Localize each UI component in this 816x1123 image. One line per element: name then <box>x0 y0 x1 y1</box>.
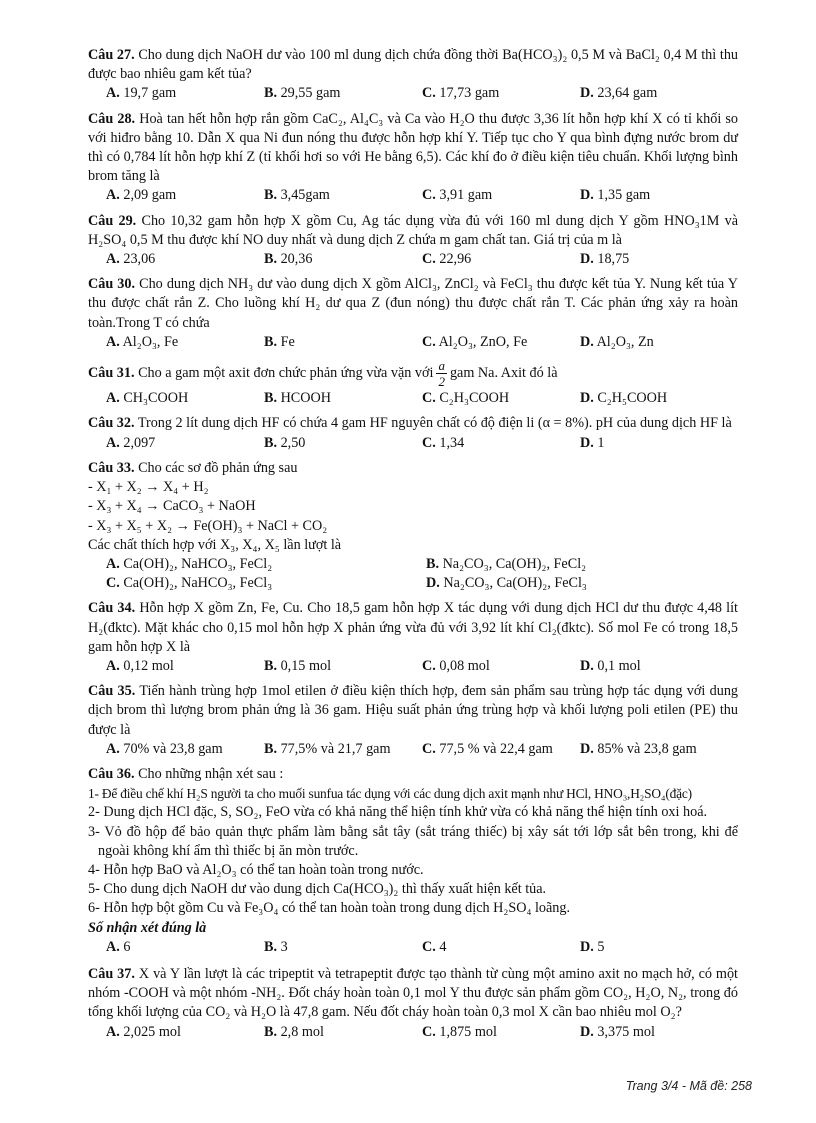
question-33 <box>88 459 738 593</box>
question-29 <box>88 212 738 270</box>
option-a[interactable]: A. 19,7 gam <box>106 85 177 102</box>
question-text: Tiến hành trùng hợp 1mol etilen ở điều kiện thích hợp, đem sản phẩm sau trùng hợp tác dụng với dung dịch brom thì lượng brom phản ứng là 36 gam. Hiệu suất phản ứng trùng hợp và khối lượng poli etilen (PE) thu được là <box>88 683 739 738</box>
options <box>88 740 738 759</box>
options <box>88 84 738 103</box>
option-a[interactable]: A. 6 <box>106 938 131 955</box>
option-a[interactable]: A. 2,025 mol <box>106 1023 181 1040</box>
option-a[interactable]: A. CH₃COOH <box>106 390 189 407</box>
statement-3: 3- Vỏ đồ hộp để bảo quản thực phẩm làm bằng sắt tây (sắt tráng thiếc) bị xây sát tới lớp sắt bên trong, khi để ngoài không khí ẩm thì thiếc bị ăn mòn trước. <box>88 823 738 859</box>
option-d[interactable]: D. Na₂CO₃, Ca(OH)₂, FeCl₃ <box>426 575 587 592</box>
question-34 <box>88 599 738 676</box>
option-b[interactable]: B. 77,5% và 21,7 gam <box>264 740 391 757</box>
options <box>88 186 738 205</box>
options <box>88 333 738 352</box>
reaction-line: - X₃ + X₅ + X₂ → Fe(OH)₃ + NaCl + CO₂ <box>88 517 328 534</box>
question-label: Câu 31. <box>88 365 135 382</box>
question-text: Cho a gam một axit đơn chức phản ứng vừa vặn với <box>138 365 434 382</box>
question-text: Cho các sơ đồ phản ứng sau <box>138 459 298 476</box>
option-b[interactable]: B. HCOOH <box>264 390 332 407</box>
question-31 <box>88 358 738 408</box>
question-27 <box>88 46 738 104</box>
statement-4: 4- Hỗn hợp BaO và Al₂O₃ có thể tan hoàn toàn trong nước. <box>88 861 424 878</box>
option-c[interactable]: C. 4 <box>422 938 447 955</box>
question-label: Câu 28. <box>88 110 136 127</box>
option-c[interactable]: C. 22,96 <box>422 251 472 268</box>
statement-2: 2- Dung dịch HCl đặc, S, SO₂, FeO vừa có khả năng thể hiện tính khử vừa có khả năng thể hiện tính oxi hoá. <box>88 804 708 821</box>
question-label: Câu 36. <box>88 765 135 782</box>
option-b[interactable]: B. Na₂CO₃, Ca(OH)₂, FeCl₂ <box>426 555 587 572</box>
option-b[interactable]: B. 2,8 mol <box>264 1023 324 1040</box>
options <box>88 389 738 408</box>
exam-page <box>88 46 738 1048</box>
statement-1: 1- Để điều chế khí H₂S người ta cho muối sunfua tác dụng với các dung dịch axit mạnh như HCl, HNO₃,H₂SO₄(đặc) <box>88 786 692 802</box>
question-text: Hỗn hợp X gồm Zn, Fe, Cu. Cho 18,5 gam hỗn hợp X tác dụng với dung dịch HCl dư thu được 4,48 lít H₂(đktc). Mặt khác cho 0,15 mol hỗn hợp X phản ứng vừa đủ với 3,92 lít khí Cl₂(đktc). Số mol Fe có trong 18,5 gam hỗn hợp X là <box>88 600 739 655</box>
option-a[interactable]: A. 2,09 gam <box>106 187 177 204</box>
question-text: Cho 10,32 gam hỗn hợp X gồm Cu, Ag tác dụng vừa đủ với 160 ml dung dịch Y gồm HNO₃1M và H₂SO₄ 0,5 M thu được khí NO duy nhất và dung dịch Z chứa m gam chất tan. Giá trị của m là <box>88 212 739 248</box>
question-text: Cho những nhận xét sau : <box>138 765 284 782</box>
option-c[interactable]: C. 17,73 gam <box>422 85 500 102</box>
question-label: Câu 27. <box>88 47 135 63</box>
option-d[interactable]: D. 23,64 gam <box>580 85 658 102</box>
option-b[interactable]: B. 3,45gam <box>264 187 330 204</box>
option-d[interactable]: D. Al₂O₃, Zn <box>580 333 654 350</box>
option-a[interactable]: A. 70% và 23,8 gam <box>106 740 223 757</box>
question-label: Câu 33. <box>88 459 135 476</box>
options <box>88 1023 738 1042</box>
question-30 <box>88 275 738 352</box>
question-label: Câu 35. <box>88 683 136 700</box>
question-text: Cho dung dịch NaOH dư vào 100 ml dung dịch chứa đồng thời Ba(HCO₃)₂ 0,5 M và BaCl₂ 0,4 M thì thu được bao nhiêu gam kết tủa? <box>88 47 739 83</box>
reaction-line: - X₃ + X₄ → CaCO₃ + NaOH <box>88 498 256 515</box>
option-d[interactable]: D. 5 <box>580 938 605 955</box>
options <box>88 434 738 453</box>
question-28 <box>88 110 738 206</box>
option-c[interactable]: C. 1,34 <box>422 434 465 451</box>
option-a[interactable]: A. 23,06 <box>106 251 156 268</box>
question-text: Cho dung dịch NH₃ dư vào dung dịch X gồm AlCl₃, ZnCl₂ và FeCl₃ thu được kết tủa Y. Nung kết tủa Y thu được chất rắn Z. Cho luồng khí H₂ dư qua Z (đun nóng) thu được chất rắn T. Các phản ứng xảy ra hoàn toàn.Trong T có chứa <box>88 276 739 331</box>
question-text: Trong 2 lít dung dịch HF có chứa 4 gam HF nguyên chất có độ điện li (α = 8%). pH của dung dịch HF là <box>137 415 732 432</box>
question-text: X và Y lần lượt là các tripeptit và tetrapeptit được tạo thành từ cùng một amino axit no mạch hở, có một nhóm -COOH và một nhóm -NH₂. Đốt cháy hoàn toàn 0,1 mol Y thu được sản phẩm gồm CO₂, H₂O, N₂, trong đó tổng khối lượng của CO₂ và H₂O là 47,8 gam. Nếu đốt cháy hoàn toàn 0,3 mol X cần bao nhiêu mol O₂? <box>88 965 738 1021</box>
statement-5: 5- Cho dung dịch NaOH dư vào dung dịch Ca(HCO₃)₂ thì thấy xuất hiện kết tủa. <box>88 881 547 898</box>
option-c[interactable]: C. 77,5 % và 22,4 gam <box>422 740 553 757</box>
option-a[interactable]: A. Ca(OH)₂, NaHCO₃, FeCl₂ <box>106 555 273 572</box>
option-d[interactable]: D. C₂H₅COOH <box>580 390 668 407</box>
option-a[interactable]: A. 2,097 <box>106 434 156 451</box>
question-37 <box>88 965 738 1042</box>
option-c[interactable]: C. Ca(OH)₂, NaHCO₃, FeCl₃ <box>106 575 273 592</box>
question-36 <box>88 765 738 957</box>
page-footer: Trang 3/4 - Mã đề: 258 <box>625 1079 752 1093</box>
reaction-line: - X₁ + X₂ → X₄ + H₂ <box>88 479 209 496</box>
option-a[interactable]: A. 0,12 mol <box>106 657 174 674</box>
question-35 <box>88 682 738 759</box>
option-a[interactable]: A. Al₂O₃, Fe <box>106 333 179 350</box>
question-prompt: Số nhận xét đúng là <box>88 919 207 936</box>
option-c[interactable]: C. 0,08 mol <box>422 657 490 674</box>
option-d[interactable]: D. 1,35 gam <box>580 187 651 204</box>
question-label: Câu 29. <box>88 212 137 229</box>
options <box>88 250 738 269</box>
question-text: Hoà tan hết hỗn hợp rắn gồm CaC₂, Al₄C₃ và Ca vào H₂O thu được 3,36 lít hỗn hợp khí X có tỉ khối so với hiđro bằng 10. Dẫn X qua Ni đun nóng thu được hỗn hợp khí Y. Tiếp tục cho Y qua bình đựng nước brom dư thì có 0,784 lít hỗn hợp khí Z (tỉ khối hơi so với He bằng 6,5). Các khí đo ở điều kiện tiêu chuẩn. Khối lượng bình brom tăng là <box>88 110 739 185</box>
question-32 <box>88 414 738 452</box>
option-c[interactable]: C. 3,91 gam <box>422 187 493 204</box>
options <box>88 938 738 957</box>
fraction: $\frac{a}{2}$ <box>438 358 445 390</box>
options <box>88 657 738 676</box>
options <box>88 555 738 593</box>
option-d[interactable]: D. 18,75 <box>580 251 630 268</box>
question-label: Câu 34. <box>88 600 136 617</box>
question-label: Câu 37. <box>88 965 135 982</box>
option-d[interactable]: D. 0,1 mol <box>580 657 641 674</box>
option-c[interactable]: C. 1,875 mol <box>422 1023 497 1040</box>
question-label: Câu 30. <box>88 276 136 293</box>
question-text-after: gam Na. Axit đó là <box>449 365 558 382</box>
option-d[interactable]: D. 3,375 mol <box>580 1023 655 1040</box>
option-b[interactable]: B. 3 <box>264 938 288 955</box>
question-label: Câu 32. <box>88 415 135 432</box>
option-d[interactable]: D. 85% và 23,8 gam <box>580 740 697 757</box>
statement-6: 6- Hỗn hợp bột gồm Cu và Fe₃O₄ có thể tan hoàn toàn trong dung dịch H₂SO₄ loãng. <box>88 900 571 917</box>
question-prompt: Các chất thích hợp với X₃, X₄, X₅ lần lượt là <box>88 536 342 553</box>
option-d[interactable]: D. 1 <box>580 434 605 451</box>
option-c[interactable]: C. C₂H₃COOH <box>422 390 510 407</box>
option-b[interactable]: B. 20,36 <box>264 251 313 268</box>
option-b[interactable]: B. Fe <box>264 333 295 350</box>
option-b[interactable]: B. 0,15 mol <box>264 657 332 674</box>
option-b[interactable]: B. 2,50 <box>264 434 306 451</box>
option-b[interactable]: B. 29,55 gam <box>264 85 341 102</box>
option-c[interactable]: C. Al₂O₃, ZnO, Fe <box>422 333 528 350</box>
